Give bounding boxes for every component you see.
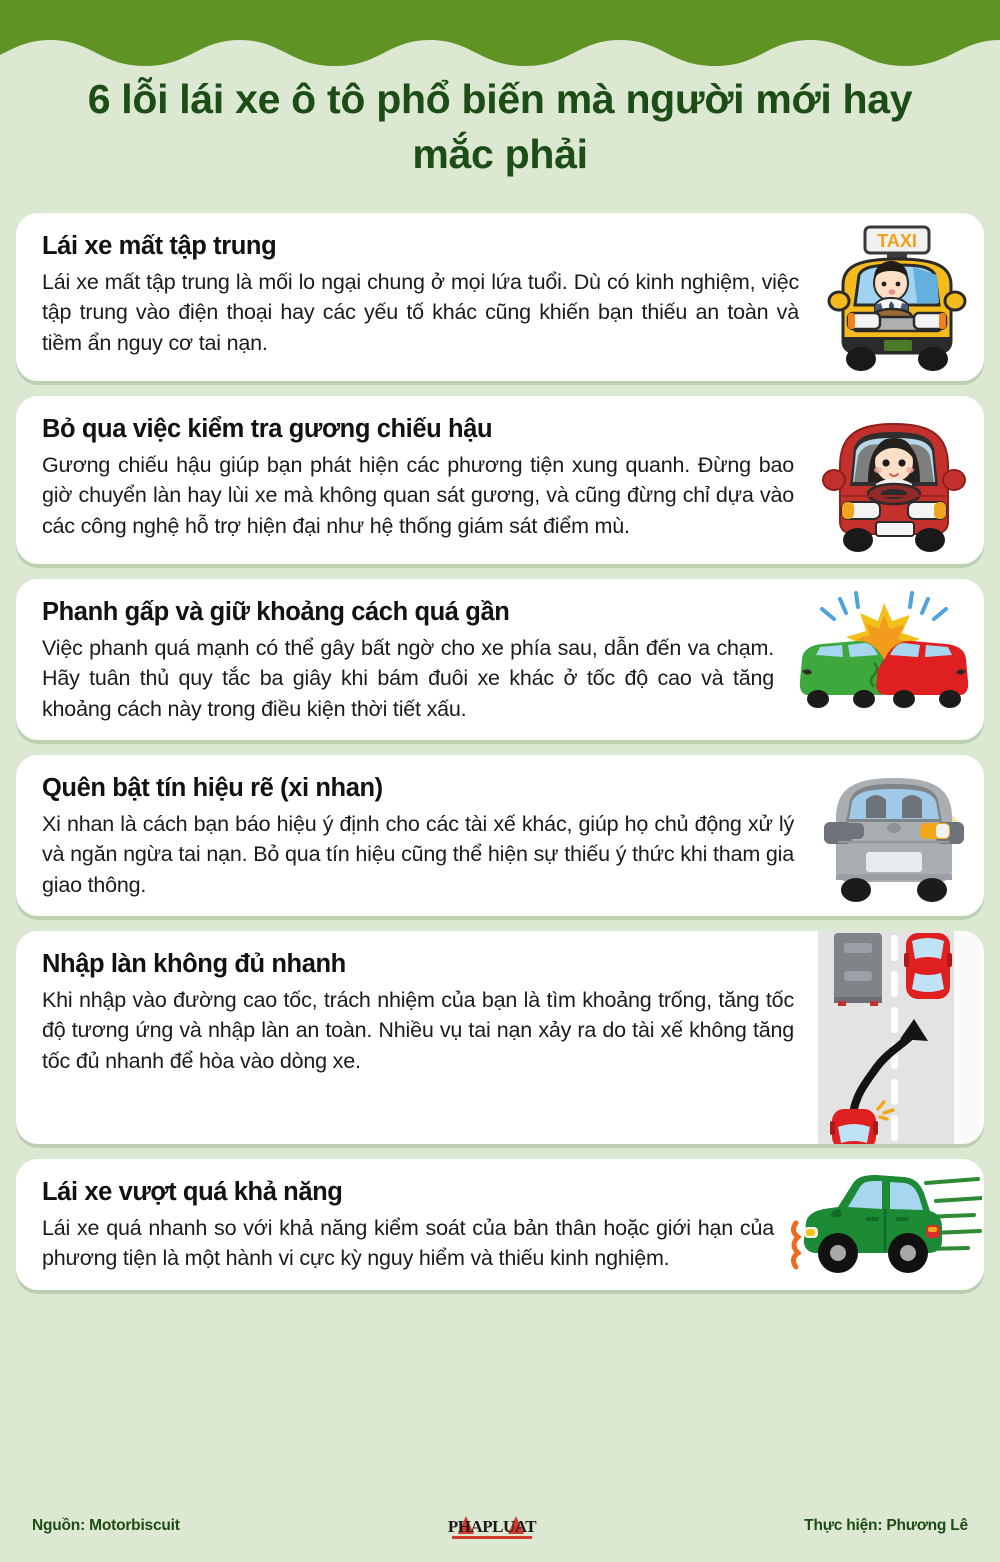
cards-list (0, 213, 1000, 1305)
card-body (16, 931, 804, 1144)
card-body (16, 579, 784, 740)
card-title: Quên bật tín hiệu rẽ (xi nhan) (42, 774, 383, 803)
footer (0, 1490, 1000, 1562)
card-illustration (804, 931, 984, 1144)
taxi-with-driver-icon (813, 213, 981, 381)
card-title: Lái xe mất tập trung (42, 232, 277, 260)
highway-merge-diagram-icon (808, 931, 980, 1144)
card-illustration (784, 579, 984, 740)
card-item (16, 396, 984, 564)
card-item (16, 579, 984, 740)
card-text: Lái xe quá nhanh so với khả năng kiểm soát của bản thân hoặc giới hạn của phương tiện là một hành vi cực kỳ nguy hiểm và thiếu kinh nghiệm. (42, 1215, 774, 1271)
card-item (16, 931, 984, 1144)
silver-car-turn-signal-icon (808, 766, 980, 906)
red-car-woman-driver-icon (808, 396, 980, 564)
card-illustration (809, 213, 984, 381)
footer-author: Thực hiện: Phương Lê (804, 1517, 968, 1534)
card-text: Gương chiếu hậu giúp bạn phát hiện các phương tiện xung quanh. Đừng bao giờ chuyển làn hay lùi xe mà không quan sát gương, và cũng đừng chỉ dựa vào các công nghệ hỗ trợ hiện đại như hệ thống giám sát điểm mù. (42, 452, 794, 538)
card-body (16, 1159, 784, 1290)
card-body (16, 396, 804, 564)
wave-shape-icon (0, 0, 1000, 70)
card-item (16, 1159, 984, 1290)
card-illustration (804, 396, 984, 564)
logo-wordmark: PHAPLUAT (447, 1517, 537, 1536)
card-illustration (804, 755, 984, 916)
two-cars-collision-icon (786, 585, 982, 735)
card-body (16, 213, 809, 381)
taxi-sign-text: TAXI (876, 231, 917, 251)
card-title: Lái xe vượt quá khả năng (42, 1178, 343, 1207)
green-car-speeding-icon (786, 1165, 982, 1285)
card-title: Bỏ qua việc kiểm tra gương chiếu hậu (42, 415, 493, 443)
card-text: Việc phanh quá mạnh có thể gây bất ngờ cho xe phía sau, dẫn đến va chạm. Hãy tuân thủ quy tắc ba giây khi bám đuôi xe khác ở tốc độ cao và tăng khoảng cách này trong điều kiện thời tiết xấu. (42, 635, 774, 721)
footer-source: Nguồn: Motorbiscuit (32, 1517, 180, 1534)
card-body (16, 755, 804, 916)
card-text: Xi nhan là cách bạn báo hiệu ý định cho các tài xế khác, giúp họ chủ động xử lý và ngăn ngừa tai nạn. Bỏ qua tín hiệu cũng thể hiện sự thiếu ý thức khi tham gia giao thông. (42, 811, 794, 897)
card-title: Nhập làn không đủ nhanh (42, 950, 346, 979)
card-item (16, 755, 984, 916)
phapluat-logo (436, 1508, 548, 1544)
card-illustration (784, 1159, 984, 1290)
card-text: Lái xe mất tập trung là mối lo ngại chung ở mọi lứa tuổi. Dù có kinh nghiệm, việc tập trung vào điện thoại hay các yếu tố khác cũng khiến bạn thiếu an toàn và tiềm ẩn nguy cơ tai nạn. (42, 269, 799, 355)
card-item (16, 213, 984, 381)
top-wave-banner (0, 0, 1000, 70)
page-title: 6 lỗi lái xe ô tô phổ biến mà người mới hay mắc phải (87, 76, 913, 177)
page-title-wrap (0, 72, 1000, 181)
card-text: Khi nhập vào đường cao tốc, trách nhiệm của bạn là tìm khoảng trống, tăng tốc độ tương ứng và nhập làn an toàn. Nhiều vụ tai nạn xảy ra do tài xế không tăng tốc đủ nhanh để hòa vào dòng xe. (42, 987, 794, 1073)
card-title: Phanh gấp và giữ khoảng cách quá gần (42, 598, 510, 626)
phapluat-logo-icon (436, 1508, 548, 1544)
